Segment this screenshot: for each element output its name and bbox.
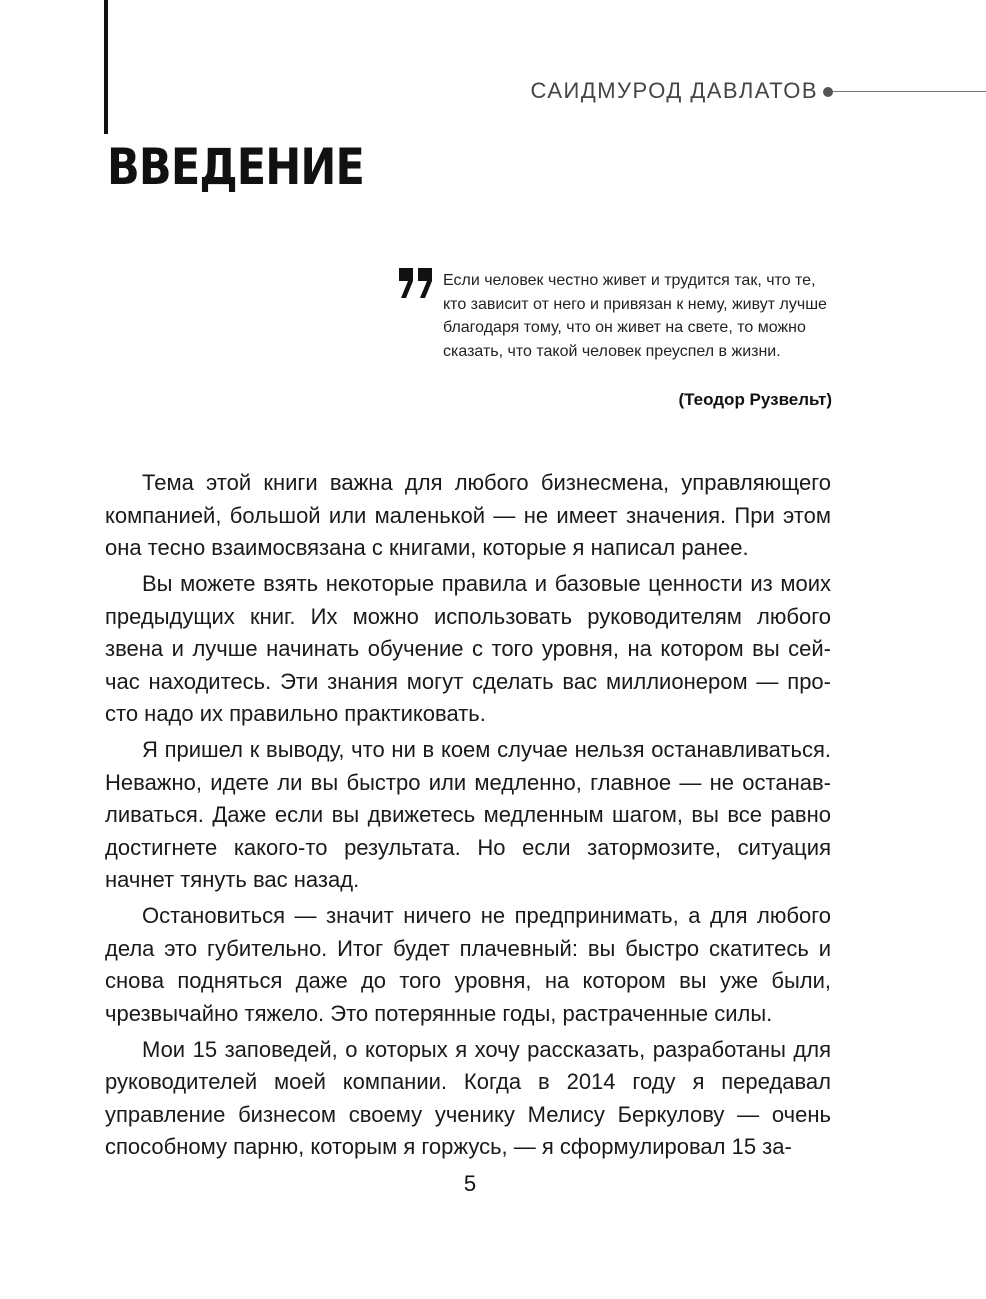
chapter-title: ВВЕДЕНИЕ	[107, 138, 365, 196]
epigraph-author: (Теодор Рузвельт)	[678, 390, 832, 409]
page-number: 5	[463, 1171, 477, 1196]
quote-mark-icon	[399, 268, 433, 298]
running-head: САИДМУРОД ДАВЛАТОВ	[530, 78, 818, 103]
running-head-rule	[833, 91, 986, 92]
epigraph-text: Если человек честно живет и трудится так, что те, кто зависит от него и привязан к нему, живут лучше благодаря тому, что он живет на свете, то можно сказать, что такой человек преуспел в жизни.	[443, 272, 827, 360]
paragraph: Мои 15 заповедей, о которых я хочу рассказать, разработаны для руководителей моей компании. Когда в 2014 году я передавал управление бизнесом своему ученику Мелису Беркулову — очень способному парню, которым я горжусь, — я сформулировал 15 за-	[105, 1036, 831, 1159]
paragraph: Остановиться — значит ничего не предпринимать, а для любого дела это губительно. Итог будет плачевный: вы быстро скатитесь и снова подняться даже до того уровня, на котором вы уже были, чрезвычайно тяжело. Это потерянные годы, растраченные силы.	[105, 903, 831, 1026]
paragraph: Тема этой книги важна для любого бизнесмена, управляющего компанией, большой или маленькой — не имеет значения. При этом она тесно взаимосвязана с книгами, которые я написал ранее.	[105, 470, 831, 560]
body-text	[105, 467, 831, 1167]
paragraph: Я пришел к выводу, что ни в коем случае нельзя останавливаться. Неважно, идете ли вы быстро или медленно, главное — не останавливаться. Даже если вы движетесь медленным шагом, вы все равно достигнете какого-то результата. Но если затормозите, ситуация начнет тянуть вас назад.	[105, 737, 831, 892]
margin-bar	[104, 0, 108, 134]
paragraph: Вы можете взять некоторые правила и базовые ценности из моих предыдущих книг. Их можно использовать руководителям любого звена и лучше начинать обучение с того уровня, на котором вы сейчас находитесь. Эти знания могут сделать вас миллионером — просто надо их правильно практиковать.	[105, 571, 831, 726]
running-head-dot	[823, 87, 833, 97]
